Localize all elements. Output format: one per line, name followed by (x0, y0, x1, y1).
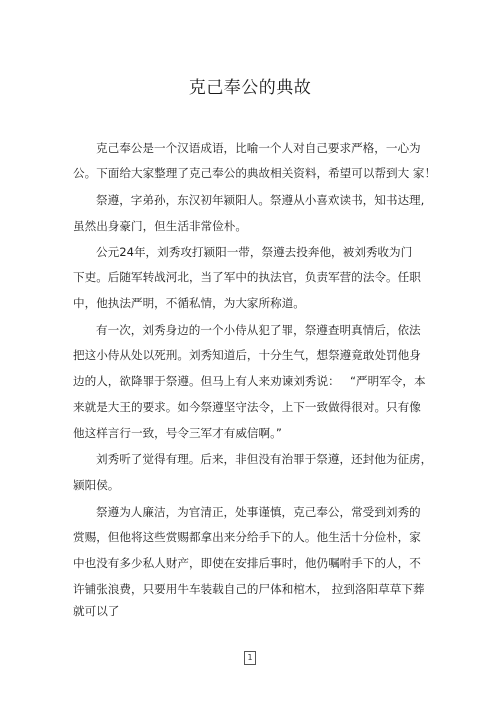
paragraph-line: 克己奉公是一个汉语成语，比喻一个人对自己要求严格，一心为 (96, 141, 421, 155)
paragraph-line: 把这小侍从处以死刑。刘秀知道后，十分生气，想祭遵竟敢处罚他身 (73, 348, 421, 362)
paragraph-line: 刘秀听了觉得有理。后来，非但没有治罪于祭遵，还封他为征虏， (96, 452, 433, 466)
paragraph-line: 就可以了 (73, 604, 120, 618)
paragraph-line: 来就是大王的要求。如今祭遵坚守法令，上下一致做得很对。只有像 (73, 400, 421, 414)
paragraph-line: 公元24年，刘秀攻打颍阳一带，祭遵去投奔他，被刘秀收为门 (96, 245, 413, 259)
paragraph-line: 有一次，刘秀身边的一个小侍从犯了罪，祭遵查明真情后，依法 (96, 323, 421, 337)
paragraph-line: 颍阳侯。 (73, 478, 120, 492)
page-title: 克己奉公的典故 (188, 78, 312, 98)
paragraph-line: 他这样言行一致，号令三军才有威信啊。” (73, 426, 282, 440)
paragraph-line: 中也没有多少私人财产，即使在安排后事时，他仍嘱咐手下的人，不 (73, 556, 421, 570)
paragraph-line: 下吏。后随军转战河北，当了军中的执法官，负责军营的法令。任职 (73, 270, 421, 284)
paragraph-line: 许铺张浪费，只要用牛车装载自己的尸体和棺木， 拉到洛阳草草下葬 (73, 582, 425, 596)
page-number: 1 (244, 651, 256, 665)
paragraph-line: 祭遵，字弟孙，东汉初年颍阳人。祭遵从小喜欢读书，知书达理, (96, 193, 425, 207)
quote-start: “严明军令，本 (350, 374, 426, 388)
paragraph-line: 祭遵为人廉洁，为官清正，处事谨慎，克己奉公，常受到刘秀的 (96, 505, 421, 519)
paragraph-line: 公。下面给大家整理了克己奉公的典故相关资料，希望可以帮到大 家！ (73, 166, 437, 180)
paragraph-line: 边的人，欲降罪于祭遵。但马上有人来劝谏刘秀说： (73, 374, 340, 388)
paragraph-line: 虽然出身豪门，但生活非常俭朴。 (73, 219, 247, 233)
paragraph-line: 中，他执法严明，不循私情，为大家所称道。 (73, 296, 305, 310)
paragraph-line: 赏赐，但他将这些赏赐都拿出来分给手下的人。他生活十分俭朴，家 (73, 530, 421, 544)
